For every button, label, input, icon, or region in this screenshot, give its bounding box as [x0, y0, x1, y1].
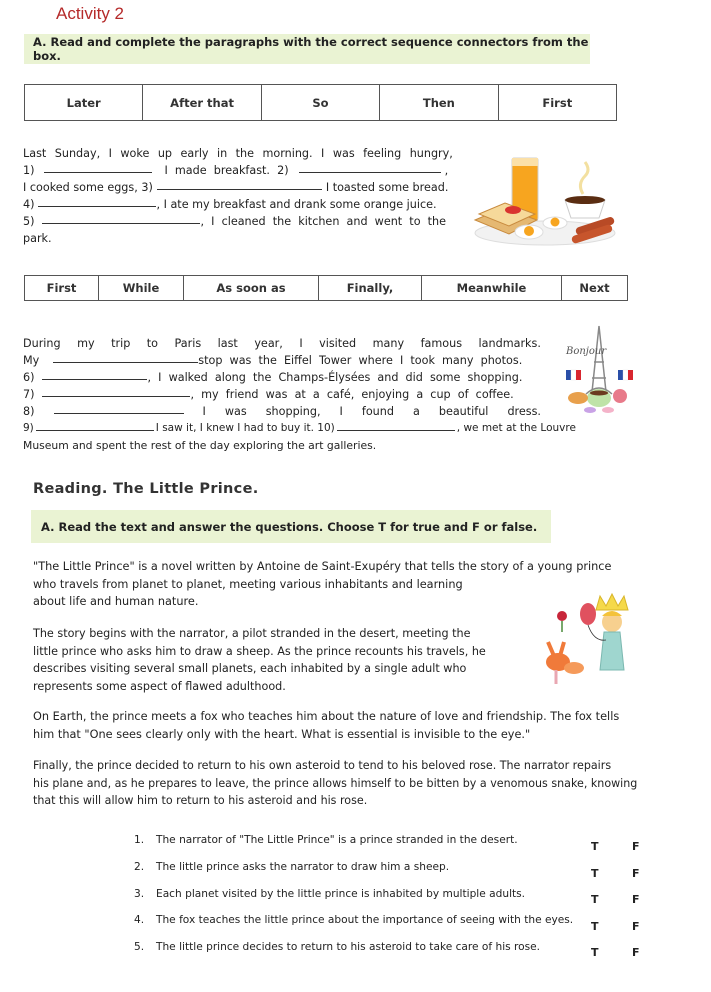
answer-blank-10[interactable] — [337, 420, 455, 431]
q2-true-option[interactable]: T — [591, 867, 599, 880]
question-3: 3. Each planet visited by the little prince is inhabited by multiple adults. — [134, 888, 526, 900]
answer-blank-3[interactable] — [157, 179, 322, 190]
breakfast-paragraph — [23, 145, 453, 247]
para2-line-6: 9) I saw it, I knew I had to buy it. 10) , we met at the Louvre — [23, 422, 576, 434]
answer-blank-4[interactable] — [38, 196, 156, 207]
q3-true-option[interactable]: T — [591, 893, 599, 906]
question-1: 1. The narrator of "The Little Prince" is a prince stranded in the desert. — [134, 834, 518, 846]
question-2: 2. The little prince asks the narrator to draw him a sheep. — [134, 861, 450, 873]
word-box-cell: While — [99, 276, 184, 301]
breakfast-illustration — [465, 150, 625, 250]
word-box-cell: Finally, — [319, 276, 422, 301]
para1-line-6: park. — [23, 232, 52, 245]
word-box-cell: Then — [380, 85, 498, 121]
answer-blank-2[interactable] — [299, 162, 441, 173]
para1-line-3: I cooked some eggs, 3) I toasted some bread. — [23, 181, 449, 194]
para2-line-2: My stop was the Eiffel Tower where I took many photos. — [23, 354, 523, 367]
word-box-cell: First — [498, 85, 616, 121]
para2-line-4: 7) , my friend was at a café, enjoying a cup of coffee. — [23, 388, 514, 401]
q2-false-option[interactable]: F — [632, 867, 640, 880]
answer-blank-6[interactable] — [42, 369, 147, 380]
story-paragraph-3: On Earth, the prince meets a fox who teaches him about the nature of love and friendship. The fox tells him that "One sees clearly only with the heart. What is essential is invisible to the eye." — [33, 710, 620, 741]
para2-line-7: Museum and spent the rest of the day exploring the art galleries. — [23, 439, 377, 452]
story-paragraph-2: The story begins with the narrator, a pilot stranded in the desert, meeting the little prince who asks him to draw a sheep. As the prince recounts his travels, he describes visiting several small planets, each inhabited by a single adult who represents some aspect of flawed adulthood. — [33, 627, 486, 693]
answer-blank-5[interactable] — [42, 213, 200, 224]
word-box-cell: Next — [562, 276, 628, 301]
activity-instruction-band — [24, 34, 590, 64]
paris-paragraph — [23, 335, 541, 420]
answer-blank-7[interactable] — [42, 386, 190, 397]
reading-title: Reading. The Little Prince. — [33, 481, 259, 497]
eiffel-tower-image — [556, 322, 642, 414]
q1-true-option[interactable]: T — [591, 840, 599, 853]
activity-title: Activity 2 — [56, 4, 125, 23]
word-box-cell: First — [25, 276, 99, 301]
answer-blank-9[interactable] — [36, 420, 154, 431]
q5-false-option[interactable]: F — [632, 946, 640, 959]
svg-text:Bonjour: Bonjour — [566, 346, 607, 357]
answer-blank-first-stop[interactable] — [53, 352, 198, 363]
connector-word-box-1 — [24, 84, 617, 121]
para2-line-1: During my trip to Paris last year, I visited many famous landmarks. — [23, 337, 541, 350]
word-box-cell: Meanwhile — [422, 276, 562, 301]
question-5: 5. The little prince decides to return to his asteroid to take care of his rose. — [134, 941, 541, 953]
reading-instruction: A. Read the text and answer the questions. Choose T for true and F or false. — [41, 519, 538, 534]
para1-line-1: Last Sunday, I woke up early in the morning. I was feeling hungry, — [23, 147, 453, 160]
reading-instruction-band — [31, 510, 551, 543]
q4-true-option[interactable]: T — [591, 920, 599, 933]
para1-line-5: 5) , I cleaned the kitchen and went to the — [23, 215, 447, 228]
story-paragraph-1: "The Little Prince" is a novel written by Antoine de Saint-Exupéry that tells the story of a young prince who travels from planet to planet, meeting various inhabitants and learning about life and human nature. — [33, 560, 612, 608]
little-prince-image — [530, 592, 630, 692]
q3-false-option[interactable]: F — [632, 893, 640, 906]
activity-instruction: A. Read and complete the paragraphs with the correct sequence connectors from the box. — [33, 35, 589, 63]
word-box-cell: Later — [25, 85, 143, 121]
paris-eiffel-illustration — [556, 322, 642, 414]
word-box-cell: As soon as — [184, 276, 319, 301]
question-4: 4. The fox teaches the little prince about the importance of seeing with the eyes. — [134, 914, 574, 926]
para1-line-4: 4) , I ate my breakfast and drank some orange juice. — [23, 198, 437, 211]
answer-blank-1[interactable] — [44, 162, 152, 173]
word-box-cell: So — [261, 85, 379, 121]
story-paragraph-4: Finally, the prince decided to return to his own asteroid to tend to his beloved rose. The narrator repairs his plane and, as he prepares to leave, the prince allows himself to be bitten by a venomous snake, knowing that this will allow him to return to his asteroid and his rose. — [33, 759, 638, 807]
word-box-cell: After that — [143, 85, 261, 121]
q4-false-option[interactable]: F — [632, 920, 640, 933]
para1-line-2: 1) I made breakfast. 2) , — [23, 164, 449, 177]
breakfast-image — [465, 150, 625, 250]
little-prince-illustration — [530, 592, 630, 692]
connector-word-box-2 — [24, 275, 628, 301]
answer-blank-8[interactable] — [54, 403, 184, 414]
para2-line-3: 6) , I walked along the Champs-Élysées and did some shopping. — [23, 371, 523, 384]
q1-false-option[interactable]: F — [632, 840, 640, 853]
q5-true-option[interactable]: T — [591, 946, 599, 959]
para2-line-5: 8) I was shopping, I found a beautiful dress. — [23, 405, 541, 418]
